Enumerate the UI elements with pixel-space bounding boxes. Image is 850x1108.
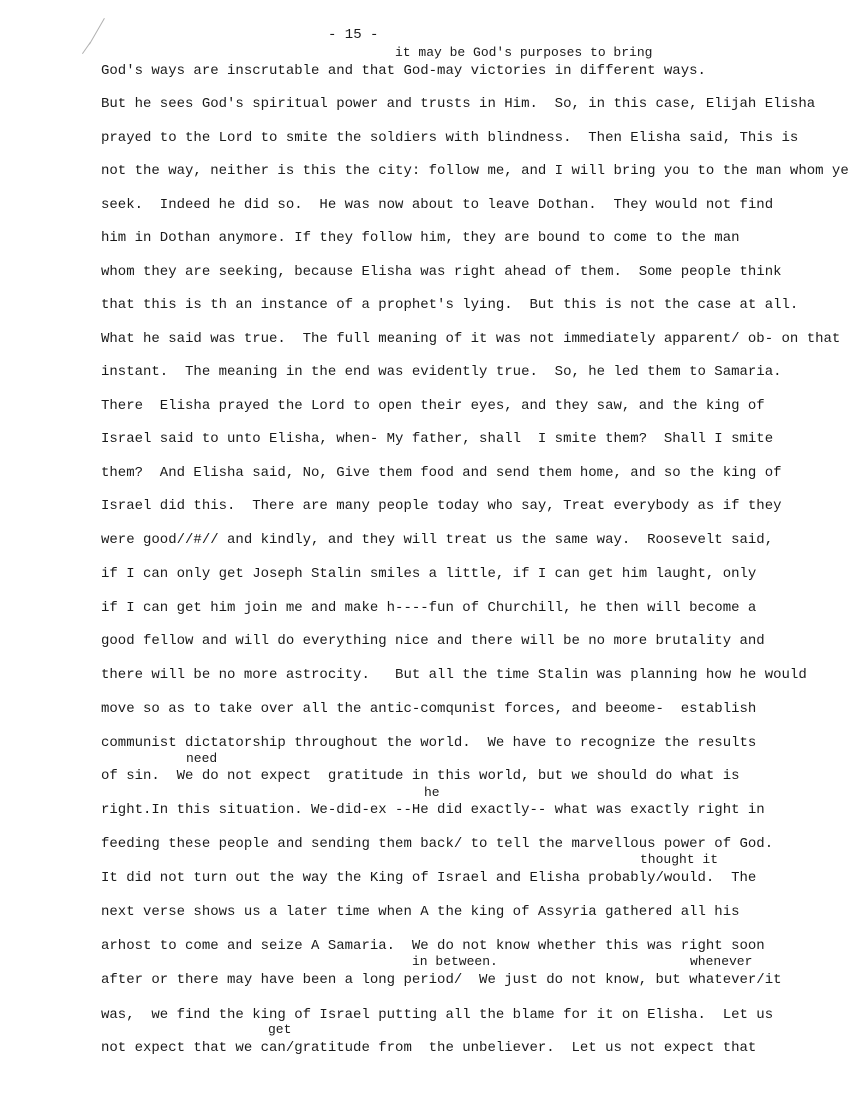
- text-line: There Elisha prayed the Lord to open their eyes, and they saw, and the king of: [101, 398, 765, 414]
- text-line: were good//#// and kindly, and they will treat us the same way. Roosevelt said,: [101, 532, 774, 548]
- text-line: them? And Elisha said, No, Give them food and send them home, and so the king of: [101, 465, 782, 481]
- text-line: good fellow and will do everything nice and there will be no more brutality and: [101, 633, 765, 649]
- text-line: God's ways are inscrutable and that God-may victories in different ways.: [101, 63, 706, 79]
- interlinear-insertion: he: [424, 785, 440, 800]
- text-line: instant. The meaning in the end was evidently true. So, he led them to Samaria.: [101, 364, 782, 380]
- text-line: prayed to the Lord to smite the soldiers with blindness. Then Elisha said, This is: [101, 130, 799, 146]
- text-line: not the way, neither is this the city: follow me, and I will bring you to the man whom ye: [101, 163, 849, 179]
- text-line: seek. Indeed he did so. He was now about to leave Dothan. They would not find: [101, 197, 774, 213]
- text-line: if I can get him join me and make h----fun of Churchill, he then will become a: [101, 600, 757, 616]
- text-line: What he said was true. The full meaning of it was not immediately apparent/ ob- on that: [101, 331, 841, 347]
- text-line: It did not turn out the way the King of Israel and Elisha probably/would. The: [101, 870, 757, 886]
- interlinear-insertion: in between.: [412, 954, 498, 969]
- text-line: that this is th an instance of a prophet's lying. But this is not the case at all.: [101, 297, 799, 313]
- text-line: him in Dothan anymore. If they follow him, they are bound to come to the man: [101, 230, 740, 246]
- interlinear-insertion: get: [268, 1022, 292, 1037]
- interlinear-insertion: whenever: [690, 954, 753, 969]
- text-line: Israel said to unto Elisha, when- My father, shall I smite them? Shall I smite: [101, 431, 774, 447]
- text-line: after or there may have been a long period/ We just do not know, but whatever/it: [101, 972, 782, 988]
- interlinear-insertion: it may be God's purposes to bring: [395, 45, 653, 60]
- text-line: arhost to come and seize A Samaria. We do not know whether this was right soon: [101, 938, 765, 954]
- text-line: whom they are seeking, because Elisha was right ahead of them. Some people think: [101, 264, 782, 280]
- margin-pen-mark: [89, 18, 105, 44]
- text-line: of sin. We do not expect gratitude in this world, but we should do what is: [101, 768, 740, 784]
- interlinear-insertion: thought it: [640, 852, 719, 867]
- text-line: not expect that we can/gratitude from the unbeliever. Let us not expect that: [101, 1040, 757, 1056]
- text-line: next verse shows us a later time when A the king of Assyria gathered all his: [101, 904, 740, 920]
- text-line: there will be no more astrocity. But all the time Stalin was planning how he would: [101, 667, 807, 683]
- text-line: But he sees God's spiritual power and trusts in Him. So, in this case, Elijah Elisha: [101, 96, 816, 112]
- text-line: was, we find the king of Israel putting all the blame for it on Elisha. Let us: [101, 1007, 774, 1023]
- text-line: right.In this situation. We-did-ex --He did exactly-- what was exactly right in: [101, 802, 765, 818]
- margin-pen-mark: [82, 42, 91, 54]
- text-line: communist dictatorship throughout the world. We have to recognize the results: [101, 735, 757, 751]
- text-line: Israel did this. There are many people today who say, Treat everybody as if they: [101, 498, 782, 514]
- text-line: if I can only get Joseph Stalin smiles a little, if I can get him laught, only: [101, 566, 757, 582]
- text-line: move so as to take over all the antic-comqunist forces, and beeome- establish: [101, 701, 757, 717]
- text-line: feeding these people and sending them back/ to tell the marvellous power of God.: [101, 836, 774, 852]
- page-number: - 15 -: [328, 27, 379, 43]
- interlinear-insertion: need: [186, 751, 218, 766]
